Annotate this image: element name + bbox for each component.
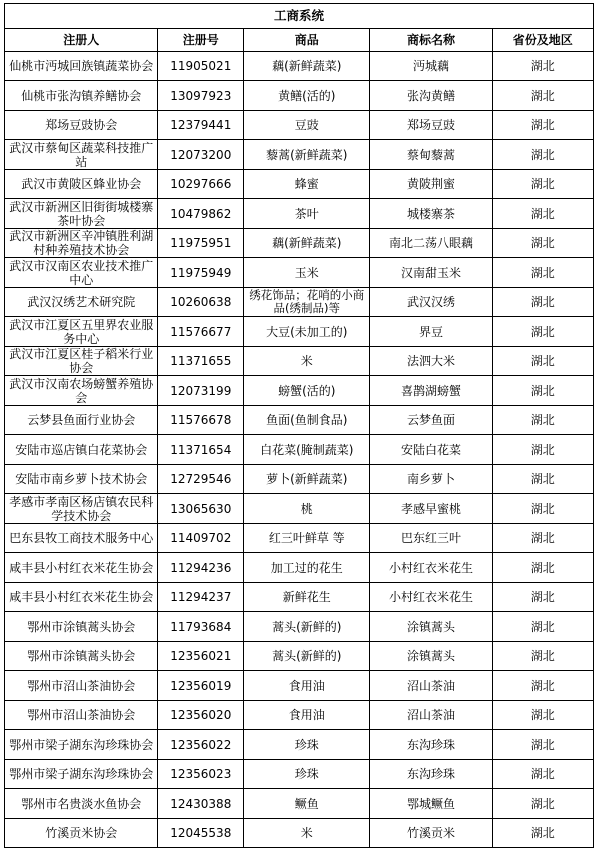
cell-reg-no: 10260638 xyxy=(158,288,244,317)
cell-registrant: 武汉汉绣艺术研究院 xyxy=(5,288,158,317)
cell-brand: 沼山茶油 xyxy=(370,671,492,701)
cell-region: 湖北 xyxy=(492,819,593,848)
cell-reg-no: 11294237 xyxy=(158,583,244,612)
table-row xyxy=(5,642,594,671)
cell-registrant: 仙桃市沔城回族镇蔬菜协会 xyxy=(5,52,158,81)
header-brand: 商标名称 xyxy=(370,29,492,52)
cell-brand: 东沟珍珠 xyxy=(370,730,492,760)
cell-goods: 藕(新鲜蔬菜) xyxy=(244,52,370,81)
cell-region: 湖北 xyxy=(492,111,593,140)
cell-brand: 法泗大米 xyxy=(370,347,492,376)
cell-region: 湖北 xyxy=(492,170,593,199)
cell-brand: 东沟珍珠 xyxy=(370,760,492,789)
cell-registrant: 武汉市新洲区旧街街城楼寨茶叶协会 xyxy=(5,199,158,229)
cell-brand: 黄陂荆蜜 xyxy=(370,170,492,199)
cell-registrant: 鄂州市名贵淡水鱼协会 xyxy=(5,789,158,819)
cell-goods: 蒿头(新鲜的) xyxy=(244,612,370,642)
cell-brand: 云梦鱼面 xyxy=(370,406,492,435)
cell-brand: 郑场豆豉 xyxy=(370,111,492,140)
cell-brand: 张沟黄鳝 xyxy=(370,81,492,111)
cell-region: 湖北 xyxy=(492,435,593,465)
cell-goods: 红三叶鲜草 等 xyxy=(244,524,370,553)
table-row xyxy=(5,819,594,848)
cell-registrant: 安陆市巡店镇白花菜协会 xyxy=(5,435,158,465)
cell-reg-no: 12729546 xyxy=(158,465,244,494)
table-row xyxy=(5,524,594,553)
cell-goods: 珍珠 xyxy=(244,760,370,789)
cell-registrant: 竹溪贡米协会 xyxy=(5,819,158,848)
cell-registrant: 巴东县牧工商技术服务中心 xyxy=(5,524,158,553)
cell-region: 湖北 xyxy=(492,789,593,819)
table-row xyxy=(5,81,594,111)
cell-registrant: 孝感市孝南区杨店镇农民科学技术协会 xyxy=(5,494,158,524)
cell-reg-no: 12430388 xyxy=(158,789,244,819)
table-row xyxy=(5,258,594,288)
cell-goods: 茶叶 xyxy=(244,199,370,229)
table-row xyxy=(5,317,594,347)
cell-brand: 鄂城鳜鱼 xyxy=(370,789,492,819)
cell-reg-no: 12356021 xyxy=(158,642,244,671)
cell-registrant: 咸丰县小村红衣米花生协会 xyxy=(5,583,158,612)
table-row xyxy=(5,435,594,465)
cell-brand: 沔城藕 xyxy=(370,52,492,81)
cell-brand: 蔡甸藜蒿 xyxy=(370,140,492,170)
cell-region: 湖北 xyxy=(492,642,593,671)
table-row xyxy=(5,465,594,494)
table-row xyxy=(5,140,594,170)
cell-registrant: 鄂州市梁子湖东沟珍珠协会 xyxy=(5,760,158,789)
table-row xyxy=(5,376,594,406)
cell-region: 湖北 xyxy=(492,199,593,229)
table-row xyxy=(5,52,594,81)
cell-goods: 加工过的花生 xyxy=(244,553,370,583)
cell-region: 湖北 xyxy=(492,288,593,317)
cell-goods: 藕(新鲜蔬菜) xyxy=(244,229,370,258)
cell-reg-no: 12356020 xyxy=(158,701,244,730)
cell-registrant: 武汉市汉南区农业技术推广中心 xyxy=(5,258,158,288)
table-row xyxy=(5,170,594,199)
cell-goods: 白花菜(腌制蔬菜) xyxy=(244,435,370,465)
header-region: 省份及地区 xyxy=(492,29,593,52)
cell-reg-no: 12379441 xyxy=(158,111,244,140)
cell-reg-no: 11409702 xyxy=(158,524,244,553)
cell-reg-no: 13097923 xyxy=(158,81,244,111)
cell-reg-no: 12356023 xyxy=(158,760,244,789)
cell-registrant: 武汉市蔡甸区蔬菜科技推广站 xyxy=(5,140,158,170)
cell-region: 湖北 xyxy=(492,494,593,524)
cell-registrant: 鄂州市梁子湖东沟珍珠协会 xyxy=(5,730,158,760)
cell-registrant: 鄂州市沼山茶油协会 xyxy=(5,701,158,730)
cell-brand: 涂镇蒿头 xyxy=(370,612,492,642)
cell-registrant: 武汉市江夏区五里界农业服务中心 xyxy=(5,317,158,347)
cell-reg-no: 11371655 xyxy=(158,347,244,376)
cell-registrant: 鄂州市沼山茶油协会 xyxy=(5,671,158,701)
cell-region: 湖北 xyxy=(492,465,593,494)
cell-registrant: 武汉市新洲区辛冲镇胜利湖村种养殖技术协会 xyxy=(5,229,158,258)
cell-reg-no: 12073200 xyxy=(158,140,244,170)
header-goods: 商品 xyxy=(244,29,370,52)
cell-goods: 黄鳝(活的) xyxy=(244,81,370,111)
cell-registrant: 咸丰县小村红衣米花生协会 xyxy=(5,553,158,583)
cell-reg-no: 11793684 xyxy=(158,612,244,642)
cell-reg-no: 11975949 xyxy=(158,258,244,288)
cell-registrant: 鄂州市涂镇蒿头协会 xyxy=(5,612,158,642)
table-row xyxy=(5,494,594,524)
cell-reg-no: 10297666 xyxy=(158,170,244,199)
table-row xyxy=(5,111,594,140)
header-reg-no: 注册号 xyxy=(158,29,244,52)
cell-brand: 小村红衣米花生 xyxy=(370,583,492,612)
table-row xyxy=(5,583,594,612)
cell-registrant: 武汉市江夏区桂子稻米行业协会 xyxy=(5,347,158,376)
cell-brand: 南北二荡八眼藕 xyxy=(370,229,492,258)
trademark-table xyxy=(4,3,594,848)
table-body xyxy=(5,4,594,848)
cell-registrant: 安陆市南乡萝卜技术协会 xyxy=(5,465,158,494)
table-row xyxy=(5,701,594,730)
header-registrant: 注册人 xyxy=(5,29,158,52)
cell-brand: 喜鹊湖螃蟹 xyxy=(370,376,492,406)
cell-goods: 米 xyxy=(244,347,370,376)
cell-registrant: 郑场豆豉协会 xyxy=(5,111,158,140)
cell-region: 湖北 xyxy=(492,612,593,642)
cell-region: 湖北 xyxy=(492,701,593,730)
cell-brand: 界豆 xyxy=(370,317,492,347)
table-row xyxy=(5,288,594,317)
cell-region: 湖北 xyxy=(492,317,593,347)
cell-brand: 武汉汉绣 xyxy=(370,288,492,317)
cell-goods: 大豆(未加工的) xyxy=(244,317,370,347)
cell-reg-no: 12356019 xyxy=(158,671,244,701)
cell-brand: 巴东红三叶 xyxy=(370,524,492,553)
table-row xyxy=(5,347,594,376)
cell-brand: 涂镇蒿头 xyxy=(370,642,492,671)
title-row xyxy=(5,4,594,29)
cell-goods: 珍珠 xyxy=(244,730,370,760)
cell-goods: 豆豉 xyxy=(244,111,370,140)
cell-registrant: 鄂州市涂镇蒿头协会 xyxy=(5,642,158,671)
trademark-table-container xyxy=(4,3,594,848)
table-row xyxy=(5,671,594,701)
cell-region: 湖北 xyxy=(492,583,593,612)
table-row xyxy=(5,730,594,760)
cell-region: 湖北 xyxy=(492,553,593,583)
cell-region: 湖北 xyxy=(492,347,593,376)
cell-goods: 新鲜花生 xyxy=(244,583,370,612)
cell-goods: 桃 xyxy=(244,494,370,524)
cell-region: 湖北 xyxy=(492,52,593,81)
cell-reg-no: 11294236 xyxy=(158,553,244,583)
cell-brand: 沼山茶油 xyxy=(370,701,492,730)
cell-goods: 螃蟹(活的) xyxy=(244,376,370,406)
cell-goods: 食用油 xyxy=(244,671,370,701)
cell-reg-no: 11905021 xyxy=(158,52,244,81)
table-row xyxy=(5,553,594,583)
cell-goods: 鳜鱼 xyxy=(244,789,370,819)
cell-goods: 萝卜(新鲜蔬菜) xyxy=(244,465,370,494)
cell-region: 湖北 xyxy=(492,258,593,288)
cell-brand: 竹溪贡米 xyxy=(370,819,492,848)
cell-goods: 蜂蜜 xyxy=(244,170,370,199)
cell-reg-no: 10479862 xyxy=(158,199,244,229)
cell-brand: 小村红衣米花生 xyxy=(370,553,492,583)
header-row xyxy=(5,29,594,52)
cell-reg-no: 12073199 xyxy=(158,376,244,406)
table-title: 工商系统 xyxy=(5,4,594,29)
cell-reg-no: 11576678 xyxy=(158,406,244,435)
table-row xyxy=(5,760,594,789)
cell-region: 湖北 xyxy=(492,376,593,406)
cell-region: 湖北 xyxy=(492,524,593,553)
cell-goods: 绣花饰品；花哨的小商品(绣制品)等 xyxy=(244,288,370,317)
cell-brand: 汉南甜玉米 xyxy=(370,258,492,288)
cell-reg-no: 11975951 xyxy=(158,229,244,258)
cell-registrant: 仙桃市张沟镇养鳝协会 xyxy=(5,81,158,111)
table-row xyxy=(5,199,594,229)
table-row xyxy=(5,612,594,642)
cell-region: 湖北 xyxy=(492,229,593,258)
cell-reg-no: 12356022 xyxy=(158,730,244,760)
cell-registrant: 武汉市黄陂区蜂业协会 xyxy=(5,170,158,199)
cell-region: 湖北 xyxy=(492,140,593,170)
table-row xyxy=(5,229,594,258)
table-row xyxy=(5,406,594,435)
cell-goods: 鱼面(鱼制食品) xyxy=(244,406,370,435)
cell-region: 湖北 xyxy=(492,730,593,760)
cell-goods: 蒿头(新鲜的) xyxy=(244,642,370,671)
cell-goods: 米 xyxy=(244,819,370,848)
cell-reg-no: 13065630 xyxy=(158,494,244,524)
cell-brand: 南乡萝卜 xyxy=(370,465,492,494)
cell-brand: 安陆白花菜 xyxy=(370,435,492,465)
cell-registrant: 武汉市汉南农场螃蟹养殖协会 xyxy=(5,376,158,406)
cell-goods: 藜蒿(新鲜蔬菜) xyxy=(244,140,370,170)
cell-region: 湖北 xyxy=(492,671,593,701)
cell-reg-no: 11576677 xyxy=(158,317,244,347)
cell-reg-no: 11371654 xyxy=(158,435,244,465)
table-row xyxy=(5,789,594,819)
cell-reg-no: 12045538 xyxy=(158,819,244,848)
cell-registrant: 云梦县鱼面行业协会 xyxy=(5,406,158,435)
cell-goods: 玉米 xyxy=(244,258,370,288)
cell-goods: 食用油 xyxy=(244,701,370,730)
cell-region: 湖北 xyxy=(492,406,593,435)
cell-region: 湖北 xyxy=(492,81,593,111)
cell-brand: 孝感早蜜桃 xyxy=(370,494,492,524)
cell-brand: 城楼寨茶 xyxy=(370,199,492,229)
cell-region: 湖北 xyxy=(492,760,593,789)
